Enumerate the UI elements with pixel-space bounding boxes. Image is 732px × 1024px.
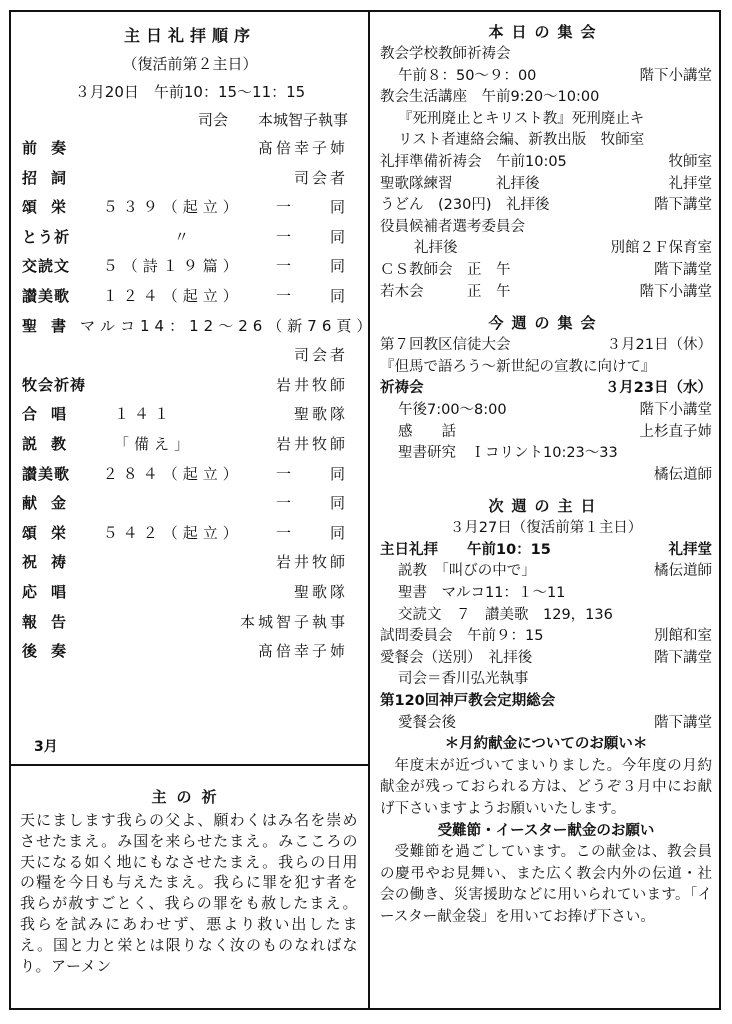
order-person: 髙倍幸子姉 bbox=[257, 139, 348, 157]
meeting-line bbox=[380, 282, 712, 304]
meeting-name: 愛餐会（送別） 礼拝後 bbox=[380, 649, 533, 666]
meeting-line bbox=[380, 174, 712, 196]
order-row bbox=[22, 252, 358, 282]
meeting-place: ３月21日（休） bbox=[606, 337, 712, 354]
meeting-line: 教会生活講座 午前9:20〜10:00 bbox=[380, 89, 600, 106]
meeting-line bbox=[380, 465, 712, 487]
order-label: 讃美歌 bbox=[22, 286, 71, 305]
order-label: 交読文 bbox=[22, 257, 71, 276]
meeting-line: 聖書 マルコ11：１〜11 bbox=[398, 585, 566, 602]
order-person: 一 同 bbox=[275, 257, 348, 276]
meeting-line bbox=[380, 195, 712, 217]
order-row bbox=[22, 578, 358, 608]
order-detail: ５３９（起立） bbox=[102, 198, 243, 217]
order-detail bbox=[114, 164, 228, 194]
meeting-line bbox=[380, 561, 712, 583]
next-sunday-list bbox=[380, 518, 712, 734]
meeting-place: 階下講堂 bbox=[654, 714, 712, 731]
order-label: とう祈 bbox=[22, 227, 71, 246]
order-detail: １２４（起立） bbox=[102, 286, 243, 305]
order-person: 司会者 bbox=[293, 346, 348, 365]
order-row bbox=[22, 312, 377, 342]
order-label: 聖書 bbox=[22, 316, 81, 335]
meeting-line: 『但馬で語ろう〜新世紀の宣教に向けて』 bbox=[380, 358, 656, 375]
order-row bbox=[22, 193, 358, 223]
meeting-place: 階下講堂 bbox=[654, 649, 712, 666]
order-detail bbox=[114, 608, 228, 638]
easter-offering-title: 受難節・イースター献金のお願い bbox=[437, 822, 655, 839]
order-person: 一 同 bbox=[275, 464, 348, 483]
meeting-name: 午前８：50〜９：00 bbox=[398, 67, 537, 84]
meeting-line: 役員候補者選考委員会 bbox=[380, 218, 525, 235]
order-detail bbox=[114, 341, 228, 371]
meeting-place: 牧師室 bbox=[668, 153, 712, 170]
worship-subtitle: （復活前第２主日） bbox=[122, 55, 258, 73]
meeting-name: うどん (230円) 礼拝後 bbox=[380, 197, 550, 214]
order-row bbox=[22, 371, 358, 401]
meeting-place: 橘伝道師 bbox=[654, 466, 712, 483]
order-row bbox=[22, 164, 358, 194]
meeting-place: 礼拝堂 bbox=[668, 541, 712, 558]
order-person: 一 同 bbox=[275, 523, 348, 542]
order-detail: １４１ bbox=[114, 405, 175, 424]
order-row bbox=[22, 134, 358, 164]
order-person: 司会者 bbox=[293, 168, 348, 187]
meeting-place: 階下講堂 bbox=[654, 261, 712, 278]
order-person: 一 同 bbox=[275, 286, 348, 305]
order-person: 岩井牧師 bbox=[275, 553, 348, 572]
meeting-name: 午後7:00〜8:00 bbox=[398, 401, 507, 418]
meeting-line bbox=[380, 540, 712, 562]
meeting-name: 礼拝後 bbox=[414, 240, 458, 257]
meeting-place: 階下小講堂 bbox=[639, 401, 712, 418]
order-label: 讃美歌 bbox=[22, 464, 71, 483]
order-detail: ５４２（起立） bbox=[102, 523, 243, 542]
meeting-line: 『死刑廃止とキリスト教』死刑廃止キ bbox=[398, 110, 645, 127]
order-label: 応唱 bbox=[22, 582, 81, 601]
meeting-line: 交読文 ７ 讃美歌 129，136 bbox=[398, 606, 613, 623]
order-person: 髙倍幸子姉 bbox=[257, 642, 348, 661]
order-label: 報告 bbox=[22, 612, 81, 631]
monthly-offering-text: 年度末が近づいてまいりました。今年度の月約献金が残っておられる方は、どうぞ３月中にお献げ下さいますようお願いいたします。 bbox=[380, 757, 712, 817]
order-row bbox=[22, 282, 358, 312]
meeting-place: 階下小講堂 bbox=[639, 283, 712, 300]
meeting-line bbox=[380, 260, 712, 282]
order-label: 説教 bbox=[22, 434, 81, 453]
order-label: 牧会祈祷 bbox=[22, 375, 87, 394]
meeting-name: 愛餐会後 bbox=[398, 714, 456, 731]
easter-offering-text: 受難節を過ごしています。この献金は、教会員の慶弔やお見舞い、また広く教会内外の伝道・社会の働き、災害援助などに用いられています。「イースター献金袋」を用いてお捧げ下さい。 bbox=[380, 844, 712, 925]
meeting-place: 別館和室 bbox=[654, 628, 712, 645]
order-row bbox=[22, 430, 358, 460]
order-row bbox=[22, 223, 358, 253]
meeting-name: 説教 「叫びの中で」 bbox=[398, 563, 536, 580]
meeting-name: 礼拝準備祈祷会 午前10:05 bbox=[380, 153, 567, 170]
meeting-line bbox=[380, 648, 712, 670]
next-sunday-title: 次週の主日 bbox=[488, 497, 604, 516]
meeting-name: ＣＳ教師会 正 午 bbox=[380, 261, 511, 278]
order-detail bbox=[114, 578, 228, 608]
meeting-line: 聖書研究 Ｉコリント10:23〜33 bbox=[398, 445, 618, 462]
meeting-place: 上杉直子姉 bbox=[639, 423, 712, 440]
order-label: 祝祷 bbox=[22, 553, 81, 572]
meeting-name: 第７回教区信徒大会 bbox=[380, 337, 511, 354]
order-row bbox=[22, 637, 358, 667]
meeting-line bbox=[380, 238, 712, 260]
order-label: 後奏 bbox=[22, 642, 81, 661]
meeting-line bbox=[380, 66, 712, 88]
order-label: 招詞 bbox=[22, 168, 81, 187]
meeting-line: 第120回神戸教会定期総会 bbox=[380, 693, 556, 710]
meeting-line bbox=[380, 626, 712, 648]
meeting-place: 階下講堂 bbox=[654, 197, 712, 214]
order-row bbox=[22, 489, 358, 519]
order-detail bbox=[114, 371, 228, 401]
order-detail: 「備え」 bbox=[114, 434, 195, 453]
meeting-line: ３月27日（復活前第１主日） bbox=[449, 520, 643, 537]
today-meetings-list bbox=[380, 44, 712, 303]
order-row bbox=[22, 400, 358, 430]
week-meetings-list bbox=[380, 335, 712, 486]
worship-order-list bbox=[22, 134, 377, 667]
worship-datetime: ３月20日 午前10：15〜11：15 bbox=[74, 83, 306, 101]
today-meetings-title: 本日の集会 bbox=[488, 23, 604, 41]
meeting-place: 別館２Ｆ保育室 bbox=[610, 240, 712, 257]
order-person: 聖歌隊 bbox=[293, 405, 348, 424]
order-label bbox=[22, 341, 114, 371]
order-row bbox=[22, 341, 358, 371]
meeting-name: 主日礼拝 午前10：15 bbox=[380, 541, 551, 558]
order-detail: ２８４（起立） bbox=[102, 464, 243, 483]
order-person: 岩井牧師 bbox=[275, 434, 348, 453]
prayer-text: 天にまします我らの父よ、願わくはみ名を崇めさせたまえ。み国を来らせたまえ。みこころの天になる如く地にもなさせたまえ。我らの日用の糧を今日も与えたまえ。我らに罪を犯す者を我らが赦すごとく、我らの罪をも赦したまえ。我らを試みにあわせず、悪より救い出したまえ。国と力と栄とは限りなく汝のものなればなり。アーメン bbox=[20, 811, 358, 975]
order-label: 合唱 bbox=[22, 405, 81, 424]
meeting-line bbox=[380, 335, 712, 357]
order-person: 一 同 bbox=[275, 494, 348, 513]
meeting-line bbox=[380, 422, 712, 444]
order-person: 本城智子執事 bbox=[239, 612, 348, 631]
order-detail bbox=[114, 637, 228, 667]
order-label: 前奏 bbox=[22, 139, 81, 157]
meeting-line bbox=[380, 400, 712, 422]
meeting-line bbox=[380, 152, 712, 174]
worship-order-section bbox=[22, 22, 377, 667]
meeting-name: 祈祷会 bbox=[380, 380, 424, 397]
worship-order-title: 主日礼拝順序 bbox=[123, 26, 256, 45]
column-divider bbox=[368, 10, 370, 1010]
order-detail bbox=[114, 134, 228, 164]
worship-presider: 司会 本城智子執事 bbox=[197, 111, 348, 129]
announcements-section bbox=[380, 20, 712, 929]
meeting-line: リスト者連絡会編、新教出版 牧師室 bbox=[398, 132, 645, 149]
order-detail: ５（詩１９篇） bbox=[102, 257, 243, 276]
order-detail bbox=[114, 548, 228, 578]
prayer-title: 主の祈 bbox=[151, 788, 227, 806]
handwritten-note: 3月 bbox=[34, 739, 58, 755]
meeting-place: 階下小講堂 bbox=[639, 67, 712, 84]
order-label: 頌栄 bbox=[22, 198, 81, 217]
order-person: 聖歌隊 bbox=[293, 582, 348, 601]
meeting-line bbox=[380, 713, 712, 735]
order-label: 献金 bbox=[22, 494, 81, 513]
meeting-place: ３月23日（水） bbox=[604, 380, 712, 397]
meeting-line: 教会学校教師祈祷会 bbox=[380, 46, 511, 62]
order-row bbox=[22, 519, 358, 549]
order-detail bbox=[114, 489, 228, 519]
meeting-name: 若木会 正 午 bbox=[380, 283, 511, 300]
order-row bbox=[22, 608, 358, 638]
order-person: 岩井牧師 bbox=[275, 375, 348, 394]
meeting-line: 司会＝香川弘光執事 bbox=[398, 671, 529, 688]
meeting-name: 聖歌隊練習 礼拝後 bbox=[380, 175, 540, 192]
order-detail: マルコ14：12〜26（新76頁） bbox=[80, 316, 377, 335]
week-meetings-title: 今週の集会 bbox=[488, 314, 604, 333]
order-person: 一 同 bbox=[275, 198, 348, 217]
order-detail: 〃 bbox=[114, 227, 195, 246]
order-person: 一 同 bbox=[275, 227, 348, 246]
left-section-divider bbox=[9, 764, 370, 766]
meeting-place: 橘伝道師 bbox=[654, 563, 712, 580]
order-label: 頌栄 bbox=[22, 523, 81, 542]
meeting-place: 礼拝堂 bbox=[668, 175, 712, 192]
meeting-line bbox=[380, 378, 712, 400]
order-row bbox=[22, 548, 358, 578]
monthly-offering-title: ＊月約献金についてのお願い＊ bbox=[444, 736, 648, 753]
meeting-name: 感 話 bbox=[398, 423, 456, 440]
meeting-name: 試問委員会 午前９：15 bbox=[380, 628, 544, 645]
order-row bbox=[22, 460, 358, 490]
lords-prayer-section bbox=[20, 784, 358, 976]
